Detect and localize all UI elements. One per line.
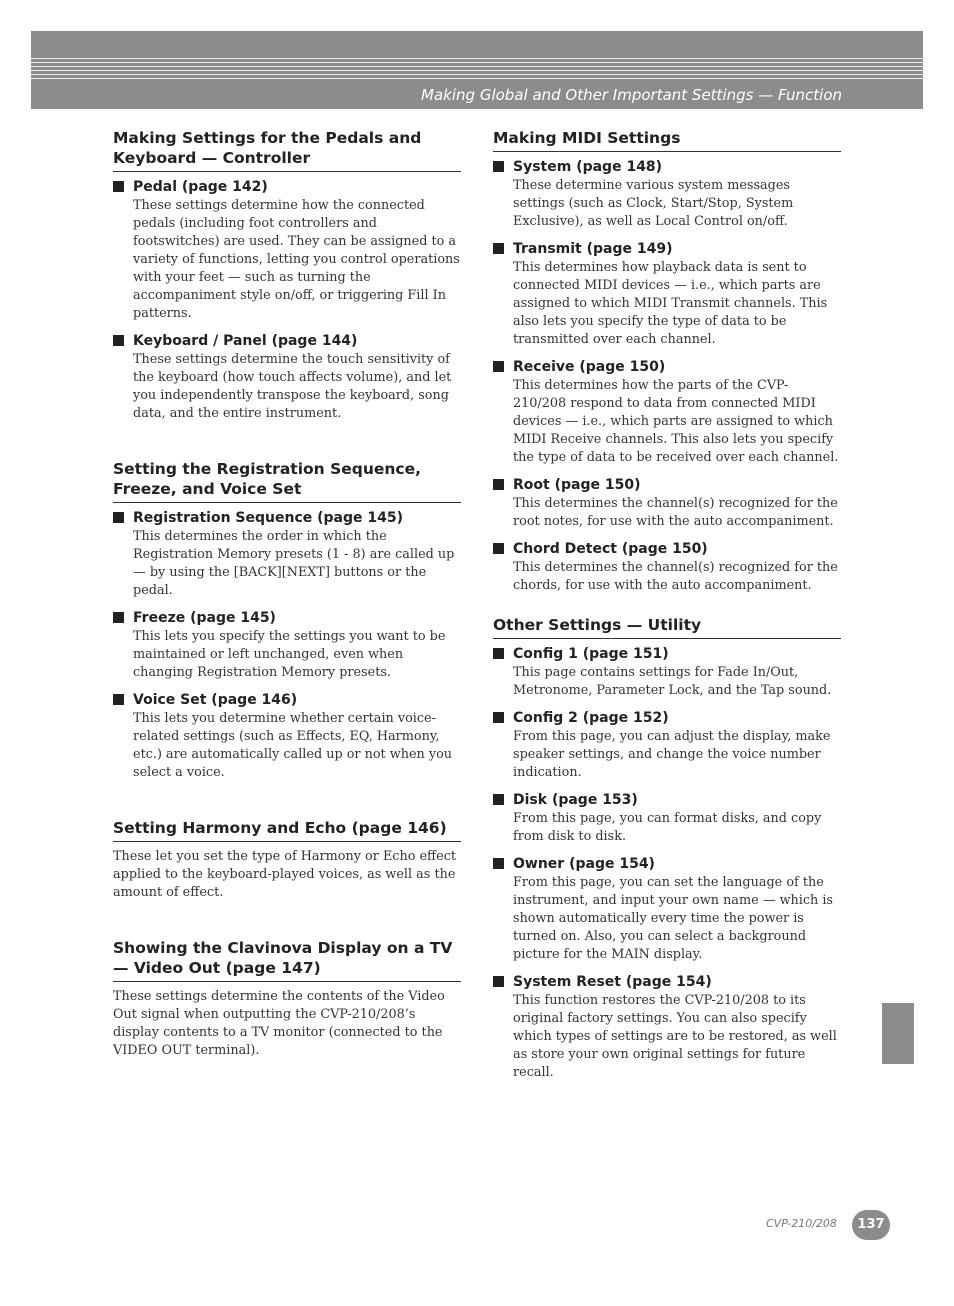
bullet-square-icon	[493, 858, 504, 869]
item-title: Config 1 (page 151)	[513, 646, 669, 662]
bullet-square-icon	[493, 648, 504, 659]
setting-item	[113, 509, 461, 600]
item-text: This determines how the parts of the CVP-210/208 respond to data from connected MIDI devices — i.e., which parts are assigned to which MIDI Receive channels. This also lets you specify the type of data to be received over each channel.	[513, 378, 839, 465]
setting-item	[493, 791, 841, 846]
item-text: This determines how playback data is sent to connected MIDI devices — i.e., which parts are assigned to which MIDI Transmit channels. This also lets you specify the type of data to be transmitted over each channel.	[513, 260, 828, 347]
item-title: Owner (page 154)	[513, 856, 655, 872]
bullet-square-icon	[493, 479, 504, 490]
bullet-square-icon	[113, 512, 124, 523]
item-text: From this page, you can format disks, and copy from disk to disk.	[513, 811, 822, 844]
item-title: Transmit (page 149)	[513, 241, 673, 257]
chapter-tab	[882, 1003, 914, 1064]
item-text: This function restores the CVP-210/208 to its original factory settings. You can also specify which types of settings are to be restored, as well as store your own original settings for future recall.	[513, 993, 837, 1080]
bullet-square-icon	[493, 976, 504, 987]
bullet-square-icon	[493, 794, 504, 805]
item-text: These determine various system messages settings (such as Clock, Start/Stop, System Exclusive), as well as Local Control on/off.	[513, 178, 794, 229]
item-text: This page contains settings for Fade In/Out, Metronome, Parameter Lock, and the Tap sound.	[513, 665, 832, 698]
bullet-square-icon	[493, 361, 504, 372]
setting-item	[493, 240, 841, 349]
setting-item	[493, 645, 841, 700]
bullet-square-icon	[113, 335, 124, 346]
item-title: System (page 148)	[513, 159, 663, 175]
section-text: These settings determine the contents of the Video Out signal when outputting the CVP-210/208’s display contents to a TV monitor (connected to the VIDEO OUT terminal).	[113, 989, 445, 1058]
item-title: System Reset (page 154)	[513, 974, 712, 990]
setting-item	[493, 158, 841, 231]
model-label: CVP-210/208	[766, 1217, 837, 1230]
section-heading: Showing the Clavinova Display on a TV — Video Out (page 147)	[113, 936, 461, 982]
item-title: Disk (page 153)	[513, 792, 638, 808]
item-text: From this page, you can set the language of the instrument, and input your own name — which is shown automatically every time the power is turned on. Also, you can select a background picture for the MAIN display.	[513, 875, 834, 962]
bullet-square-icon	[113, 181, 124, 192]
setting-item	[493, 476, 841, 531]
setting-item	[113, 332, 461, 423]
setting-item	[113, 609, 461, 682]
setting-item	[493, 709, 841, 782]
item-title: Keyboard / Panel (page 144)	[133, 333, 358, 349]
bullet-square-icon	[493, 161, 504, 172]
setting-item	[493, 540, 841, 595]
bullet-square-icon	[493, 712, 504, 723]
setting-item	[493, 358, 841, 467]
item-title: Chord Detect (page 150)	[513, 541, 708, 557]
item-text: These settings determine the touch sensitivity of the keyboard (how touch affects volume), and let you independently transpose the keyboard, song data, and the entire instrument.	[133, 352, 452, 421]
section-heading: Other Settings — Utility	[493, 613, 841, 639]
item-title: Freeze (page 145)	[133, 610, 276, 626]
item-title: Voice Set (page 146)	[133, 692, 298, 708]
section-text: These let you set the type of Harmony or Echo effect applied to the keyboard-played voices, as well as the amount of effect.	[113, 849, 457, 900]
bullet-square-icon	[113, 694, 124, 705]
section-heading: Setting the Registration Sequence, Freeze, and Voice Set	[113, 457, 461, 503]
right-column	[493, 126, 841, 1091]
bullet-square-icon	[493, 543, 504, 554]
section-heading: Setting Harmony and Echo (page 146)	[113, 816, 461, 842]
item-title: Config 2 (page 152)	[513, 710, 669, 726]
left-column	[113, 126, 461, 1060]
item-text: These settings determine how the connected pedals (including foot controllers and footswitches) are used. They can be assigned to a variety of functions, letting you control operations with your feet — such as turning the accompaniment style on/off, or triggering Fill In patterns.	[133, 198, 460, 321]
item-text: This determines the channel(s) recognized for the root notes, for use with the auto accompaniment.	[513, 496, 838, 529]
item-text: This determines the channel(s) recognized for the chords, for use with the auto accompaniment.	[513, 560, 838, 593]
item-title: Registration Sequence (page 145)	[133, 510, 403, 526]
setting-item	[113, 691, 461, 782]
item-title: Root (page 150)	[513, 477, 641, 493]
item-text: From this page, you can adjust the display, make speaker settings, and change the voice number indication.	[513, 729, 831, 780]
setting-item	[113, 178, 461, 323]
section-heading: Making Settings for the Pedals and Keyboard — Controller	[113, 126, 461, 172]
bullet-square-icon	[493, 243, 504, 254]
setting-item	[493, 973, 841, 1082]
header-band	[31, 31, 923, 109]
setting-item	[493, 855, 841, 964]
bullet-square-icon	[113, 612, 124, 623]
section-heading: Making MIDI Settings	[493, 126, 841, 152]
item-text: This lets you determine whether certain voice-related settings (such as Effects, EQ, Harmony, etc.) are automatically called up or not when you select a voice.	[133, 711, 453, 780]
item-title: Pedal (page 142)	[133, 179, 268, 195]
running-title: Making Global and Other Important Settings — Function	[421, 86, 842, 104]
page-number: 137	[852, 1210, 890, 1240]
item-text: This lets you specify the settings you want to be maintained or left unchanged, even when changing Registration Memory presets.	[133, 629, 446, 680]
item-text: This determines the order in which the Registration Memory presets (1 - 8) are called up — by using the [BACK][NEXT] buttons or the pedal.	[133, 529, 455, 598]
item-title: Receive (page 150)	[513, 359, 666, 375]
